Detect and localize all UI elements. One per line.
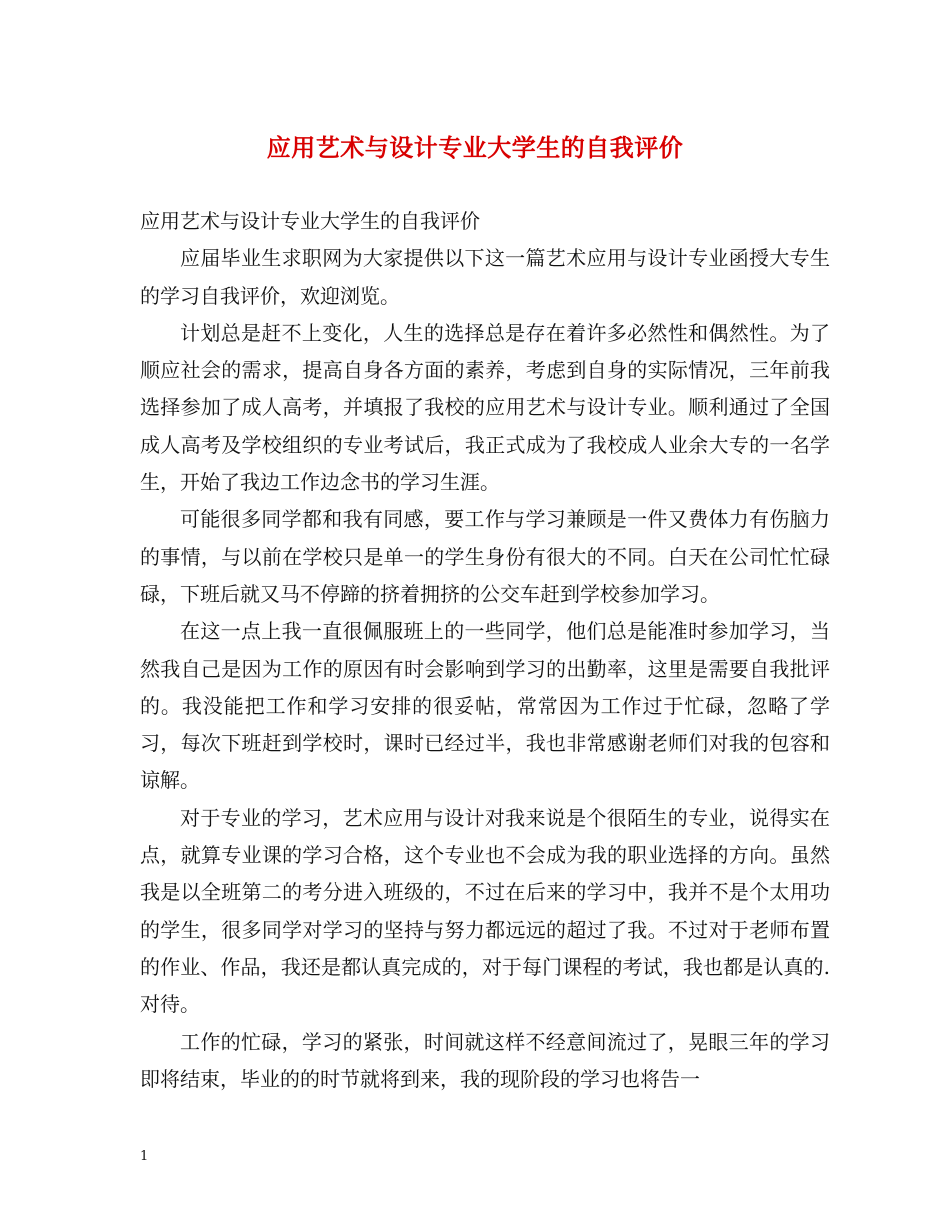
page-number: 1 — [140, 1149, 149, 1164]
paragraph: 应届毕业生求职网为大家提供以下这一篇艺术应用与设计专业函授大专生的学习自我评价，欢迎浏览。 — [140, 246, 830, 308]
paragraph: 计划总是赶不上变化，人生的选择总是存在着许多必然性和偶然性。为了顺应社会的需求，提高自身各方面的素养，考虑到自身的实际情况，三年前我选择参加了成人高考，并填报了我校的应用艺术与设计专业。顺利通过了全国成人高考及学校组织的专业考试后，我正式成为了我校成人业余大专的一名学生，开始了我边工作边念书的学习生涯。 — [140, 320, 830, 495]
document-body — [140, 203, 830, 1098]
document-title: 应用艺术与设计专业大学生的自我评价 — [266, 133, 684, 162]
paragraph-heading: 应用艺术与设计专业大学生的自我评价 — [140, 209, 480, 233]
paragraph: 在这一点上我一直很佩服班上的一些同学，他们总是能准时参加学习，当然我自己是因为工作的原因有时会影响到学习的出勤率，这里是需要自我批评的。我没能把工作和学习安排的很妥帖，常常因为工作过于忙碌，忽略了学习，每次下班赶到学校时，课时已经过半，我也非常感谢老师们对我的包容和谅解。 — [140, 619, 830, 793]
paragraph: 可能很多同学都和我有同感，要工作与学习兼顾是一件又费体力有伤脑力的事情，与以前在学校只是单一的学生身份有很大的不同。白天在公司忙忙碌碌，下班后就又马不停蹄的挤着拥挤的公交车赶到学校参加学习。 — [140, 507, 830, 606]
paragraph: 工作的忙碌，学习的紧张，时间就这样不经意间流过了，晃眼三年的学习即将结束，毕业的的时节就将到来，我的现阶段的学习也将告一 — [140, 1029, 830, 1091]
paragraph: 对于专业的学习，艺术应用与设计对我来说是个很陌生的专业，说得实在点，就算专业课的学习合格，这个专业也不会成为我的职业选择的方向。虽然我是以全班第二的考分进入班级的，不过在后来的学习中，我并不是个太用功的学生，很多同学对学习的坚持与努力都远远的超过了我。不过对于老师布置的作业、作品，我还是都认真完成的，对于每门课程的考试，我也都是认真的. 对待。 — [140, 805, 830, 1017]
